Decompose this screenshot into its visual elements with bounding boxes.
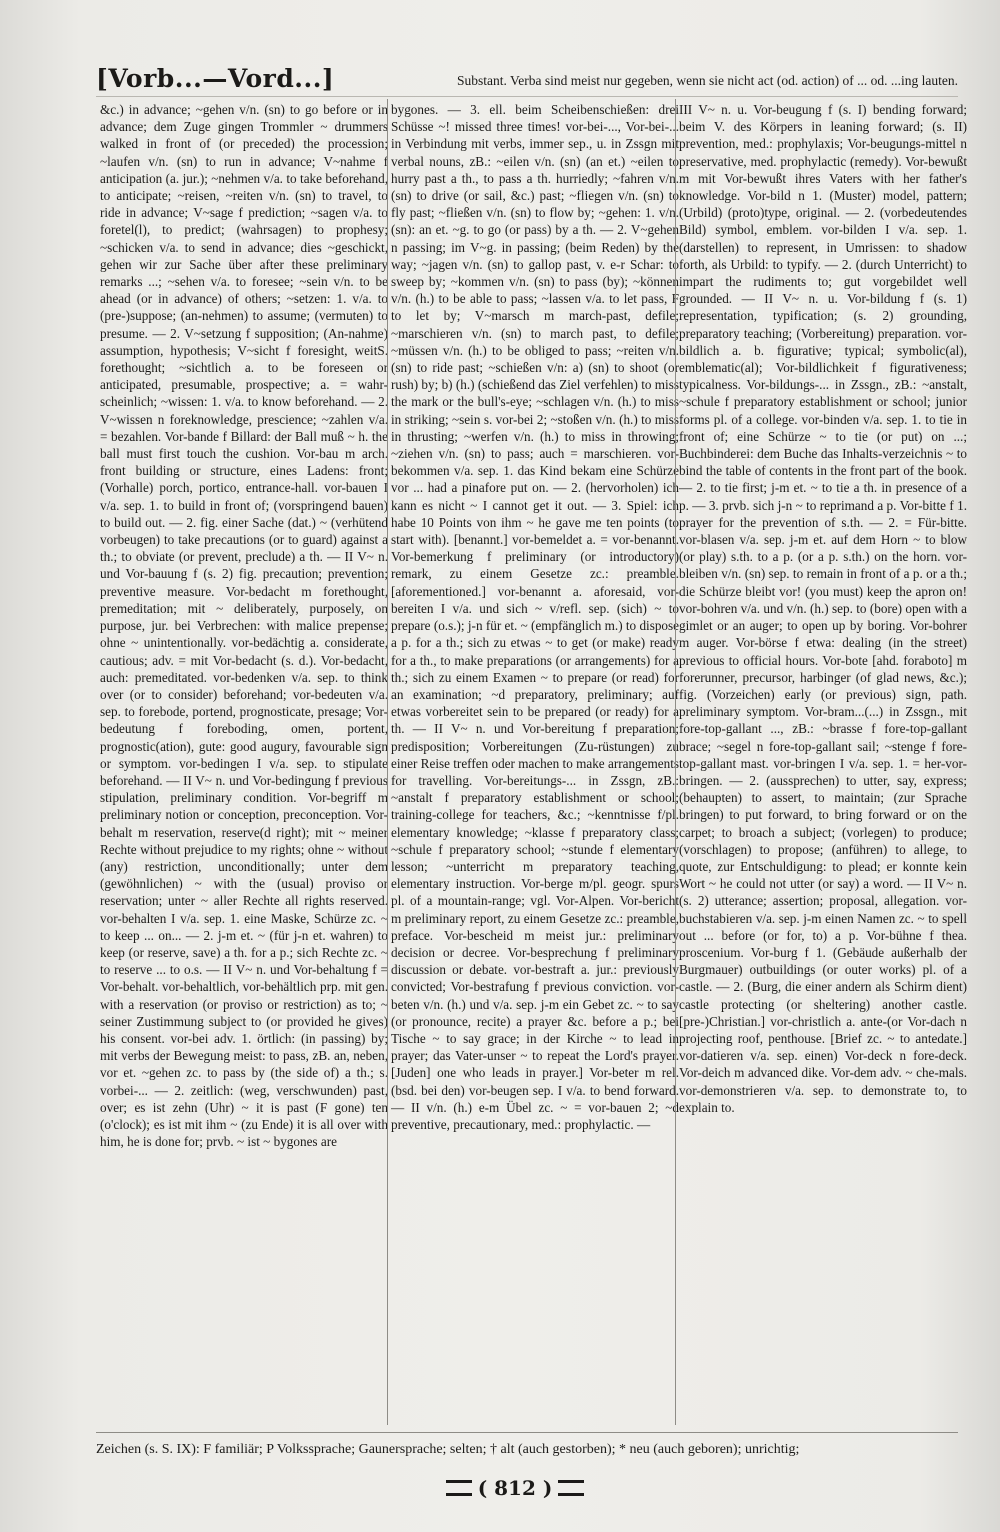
ornament-bars-left	[446, 1480, 472, 1496]
column-text: bygones. — 3. ell. beim Scheibenschießen: drei Schüsse ~! missed three times! vor-bei-..., Vor-bei-... in Verbindung mit verbs, immer sep., u. in Zssgn mit verbal nouns, zB.: ~eilen v/n. (sn) (an et.) ~eilen to hurry past a th., to pass a th. hurriedly; ~fahren v/n. (sn) to drive (or sail, &c.) past; ~fliegen v/n. (sn) to fly past; ~fließen v/n. (sn) to flow by; ~gehen: 1. v/n. (sn): an et. ~g. to go (or pass) by a th. — 2. V~gehen n passing; im V~g. in passing; (beim Reden) by the way; ~jagen v/n. (sn) to gallop past, v. e-r Schar: to sweep by; ~kommen v/n. (sn) to pass (by); ~können v/n. (h.) to be able to pass; ~lassen v/a. to let pass, F to let by; V~marsch m march-past, defile; ~marschieren v/n. (sn) to march past, to defile; ~müssen v/n. (h.) to be obliged to pass; ~reiten v/n. (sn) to ride past; ~schießen v/n: a) (sn) to shoot (or rush) by; b) (h.) (schießend das Ziel verfehlen) to miss the mark or the bull's-eye; ~schlagen v/n. (h.) to miss in striking; ~sein s. vor-bei 2; ~stoßen v/n. (h.) to miss in thrusting; ~werfen v/n. (h.) to miss in throwing; ~ziehen v/n. (sn) to pass; auch = marschieren. vor-bekommen v/a. sep. 1. das Kind bekam eine Schürze vor ... had a pinafore put on. — 2. (hervorholen) ich kann es nicht ~ I cannot get it out. — 3. Spiel: ich habe 10 Points von ihm ~ he gave me ten points (to start with). [benannt.] vor-bemeldet a. = vor-benannt. Vor-bemerkung f preliminary (or introductory) remark, zu einem Gesetze zc.: preamble. [aforementioned.] vor-benannt a. aforesaid, vor-bereiten I v/a. und sich ~ v/refl. sep. (sich) ~ to prepare (o.s.); j-n für et. ~ (empfänglich m.) to dispose a p. for a th.; sich zu etwas ~ to get (or make) ready for a th., to make preparations (or arrangements) for a th.; sich zu einem Examen ~ to prepare (or read) for an examination; ~d preparatory, preliminary; auf etwas vorbereitet sein to be prepared (or ready) for a th. — II V~ n. und Vor-bereitung f preparation; predisposition; Vorbereitungen (Zu-rüstungen) zu einer Reise treffen oder machen to make arrangements for travelling. Vor-bereitungs-... in Zssgn, zB.: ~anstalt f preparatory establishment or school; training-college for teachers, &c.; ~kenntnisse f/pl. elementary knowledge; ~klasse f preparatory class; ~schule f preparatory school; ~stunde f elementary lesson; ~unterricht m preparatory teaching, elementary instruction. Vor-berge m/pl. geogr. spurs pl. of a mountain-range; vgl. Vor-Alpen. Vor-bericht m preliminary report, zu einem Gesetze zc.: preamble, preface. Vor-bescheid m meist jur.: preliminary decision or decree. Vor-besprechung f preliminary discussion or debate. vor-bestraft a. jur.: previously convicted; Vor-bestrafung f previous conviction. vor-beten v/n. (h.) und v/a. sep. j-m ein Gebet zc. ~ to say (or pronounce, recite) a prayer &c. before a p.; bei Tische ~ to say grace; in der Kirche ~ to lead in prayer; das Vater-unser ~ to repeat the Lord's prayer. [Juden] one who leads in prayer.] Vor-beter m rel. (bsd. bei den) vor-beugen sep. I v/a. to bend forward. — II v/n. (h.) e-m Übel zc. ~ = vor-bauen 2; ~d preventive, precautionary, med.: prophylactic. —	[391, 102, 679, 1132]
column-text: III V~ n. u. Vor-beugung f (s. I) bending forward; beim V. des Körpers in leaning forward; (s. II) prevention, med.: prophylaxis; Vor-beugungs-mittel n preservative, med. prophylactic (remedy). Vor-bewußt m mit Vor-bewußt ihres Vaters with her father's knowledge. Vor-bild n 1. (Muster) model, pattern; (Urbild) (proto)type, original. — 2. (vorbedeutendes Bild) symbol, emblem. vor-bilden I v/a. sep. 1. (darstellen) to represent, in Umrissen: to shadow forth, als Urbild: to typify. — 2. (durch Unterricht) to impart the rudiments to; gut vorgebildet well grounded. — II V~ n. u. Vor-bildung f (s. 1) representation, typification; (s. 2) grounding, preparatory teaching; (Vorbereitung) preparation. vor-bildlich a. b. figurative; typical; symbolic(al), emblematic(al); Vor-bildlichkeit f figurativeness; typicalness. Vor-bildungs-... in Zssgn., zB.: ~anstalt, ~schule f preparatory establishment or school; junior forms pl. of a college. vor-binden v/a. sep. 1. to tie in front of; eine Schürze ~ to tie (or put) on ...; Buchbinderei: dem Buche das Inhalts-verzeichnis ~ to bind the table of contents in the front part of the book. — 2. to tie first; j-m et. ~ to tie a th. in presence of a p. — 3. prvb. sich j-n ~ to reprimand a p. Vor-bitte f 1. prayer for the prevention of s.th. — 2. = Für-bitte. vor-blasen v/a. sep. j-m et. auf dem Horn ~ to blow (or play) s.th. to a p. (or a p. s.th.) on the horn. vor-bleiben v/n. (sn) sep. to remain in front of a p. or a th.; die Schürze bleibt vor! (you must) keep the apron on! vor-bohren v/a. und v/n. (h.) sep. to (bore) open with a gimlet or an auger; to open up by boring. Vor-bohrer m auger. Vor-börse f etwa: dealing (in the street) previous to official hours. Vor-bote [ahd. foraboto] m forerunner, precursor, harbinger (of glad news, &c.); fig. (Vorzeichen) early (or previous) sign, path. preliminary symptom. Vor-bram...(...) in Zssgn., mit fore-top-gallant ..., zB.: ~brasse f fore-top-gallant brace; ~segel n fore-top-gallant sail; ~stenge f fore-top-gallant mast. vor-bringen I v/a. sep. 1. = her-vor-bringen. — 2. (aussprechen) to utter, say, express; (behaupten) to assert, to maintain; (zur Sprache bringen) to put forward, to bring forward or on the carpet; to broach a subject; (vorlegen) to produce; (vorschlagen) to propose; (anführen) to allege, to quote, zur Entschuldigung: to plead; er konnte kein Wort ~ he could not utter (or say) a word. — II V~ n. (s. 2) utterance; assertion; proposal, allegation. vor-buchstabieren v/a. sep. j-m einen Namen zc. ~ to spell out ... before (or for, to) a p. Vor-bühne f thea. proscenium. Vor-burg f 1. (Gebäude außerhalb der Burgmauer) outbuildings (or outer works) pl. of a castle. — 2. (Burg, die einer andern als Schirm dient) castle protecting (or sheltering) another castle. [pre-)Christian.] vor-christlich a. ante-(or Vor-dach n projecting roof, penthouse. [Brief zc. ~ to antedate.] vor-datieren v/a. sep. einen) Vor-deck n fore-deck. Vor-deich m advanced dike. Vor-dem adv. ~ che-mals. vor-demonstrieren v/a. sep. to demonstrate to, to explain to.	[679, 102, 967, 1115]
text-column-2	[391, 101, 679, 1423]
guide-words: [Vorb...—Vord...]	[96, 64, 335, 93]
page-header	[96, 56, 958, 97]
text-column-1	[100, 101, 388, 1423]
column-divider	[387, 99, 388, 1425]
ornament-bars-right	[558, 1480, 584, 1496]
footer-divider	[96, 1432, 958, 1433]
page-number: ( 812 )	[477, 1476, 553, 1500]
symbol-legend: Zeichen (s. S. IX): F familiär; P Volkssprache; Gaunersprache; selten; † alt (auch gestorben); * neu (auch geboren); unrichtig;	[96, 1442, 800, 1457]
text-column-3	[679, 101, 967, 1423]
header-rule-note: Substant. Verba sind meist nur gegeben, wenn sie nicht act (od. action) of ... od. ...ing lauten.	[456, 73, 958, 88]
page-number-block	[440, 1473, 590, 1503]
column-text: &c.) in advance; ~gehen v/n. (sn) to go before or in advance; dem Zuge gingen Trommler ~ drummers walked in front of (or preceded) the procession; ~laufen v/n. (sn) to run in advance; V~nahme f anticipation (a. jur.); ~nehmen v/a. to take beforehand, to anticipate; ~reisen, ~reiten v/n. (sn) to travel, to ride in advance; V~sage f prediction; ~sagen v/a. to foretel(l), to predict; (wahrsagen) to prophesy; ~schicken v/a. to send in advance; dies ~geschickt, gehen wir zur Sache über after these preliminary remarks ...; ~sehen v/a. to foresee; ~sein v/n. to be ahead (or in advance) of others; ~setzen: 1. v/a. to (pre-)suppose; (an-nehmen) to assume; (vermuten) to presume. — 2. V~setzung f supposition; (An-nahme) assumption, hypothesis; V~sicht f foresight, weitS. forethought; ~sichtlich a. to be foreseen or anticipated, presumable, prospective; a. = wahr-scheinlich; ~wissen: 1. v/a. to know beforehand. — 2. V~wissen n foreknowledge, prescience; ~zahlen v/a. = bezahlen. Vor-bande f Billard: der Ball muß ~ h. the ball must first touch the cushion. Vor-bau m arch. front building or structure, eines Ladens: front; (Vorhalle) porch, portico, entrance-hall. vor-bauen I v/a. sep. 1. to build in front of; (vorspringend bauen) to build out. — 2. fig. einer Sache (dat.) ~ (verhütend vorbeugen) to take precautions (or to guard) against a th.; to obviate (or prevent, preclude) a th. — II V~ n. und Vor-bauung f (s. 2) fig. precaution; prevention; preventive measure. Vor-bedacht m forethought, premeditation; mit ~ deliberately, purposely, on purpose, jur. bei Verbrechen: with malice prepense; ohne ~ unintentionally. vor-bedächtig a. considerate, cautious; adv. = mit Vor-bedacht (s. d.). Vor-bedacht, auch: premeditated. vor-bedenken v/a. sep. to think over (or to consider) beforehand; vor-bedeuten v/a. sep. to forebode, portend, prognosticate, presage; Vor-bedeutung f foreboding, omen, portent, prognostic(ation), gute: good augury, favourable sign or symptom. vor-bedingen I v/a. sep. to stipulate beforehand. — II V~ n. und Vor-bedingung f previous stipulation, preliminary condition. Vor-begriff m preliminary notion or conception, preconception. Vor-behalt m reservation, reserve(d right); mit ~ meiner Rechte without prejudice to my rights; ohne ~ without (any) restriction, unconditionally; unter dem (gewöhnlichen) ~ with the (usual) proviso or reservation; unter ~ aller Rechte all rights reserved. vor-behalten I v/a. sep. 1. eine Maske, Schürze zc. ~ to keep ... on... — 2. j-m et. ~ (für j-n et. wahren) to keep (or reserve, save) a th. for a p.; sich Rechte zc. ~ to reserve ... to o.s. — II V~ n. und Vor-behaltung f = Vor-behalt. vor-behaltlich, vor-behältlich prp. mit gen. with a reservation (or proviso or restriction) as to; ~ seiner Zustimmung subject to (or provided he gives) his consent. vor-bei adv. 1. örtlich: (in passing) by; mit verbs der Bewegung meist: to pass, zB. an, neben, vor et. ~gehen zc. to pass by (the side of) a th.; s. vorbei-... — 2. zeitlich: (weg, verschwunden) past, over; es ist zehn (Uhr) ~ it is past (F gone) ten (o'clock); es ist mit ihm ~ (zu Ende) it is all over with him, he is done for; prvb. ~ ist ~ bygones are	[100, 102, 388, 1150]
column-divider	[675, 99, 676, 1425]
